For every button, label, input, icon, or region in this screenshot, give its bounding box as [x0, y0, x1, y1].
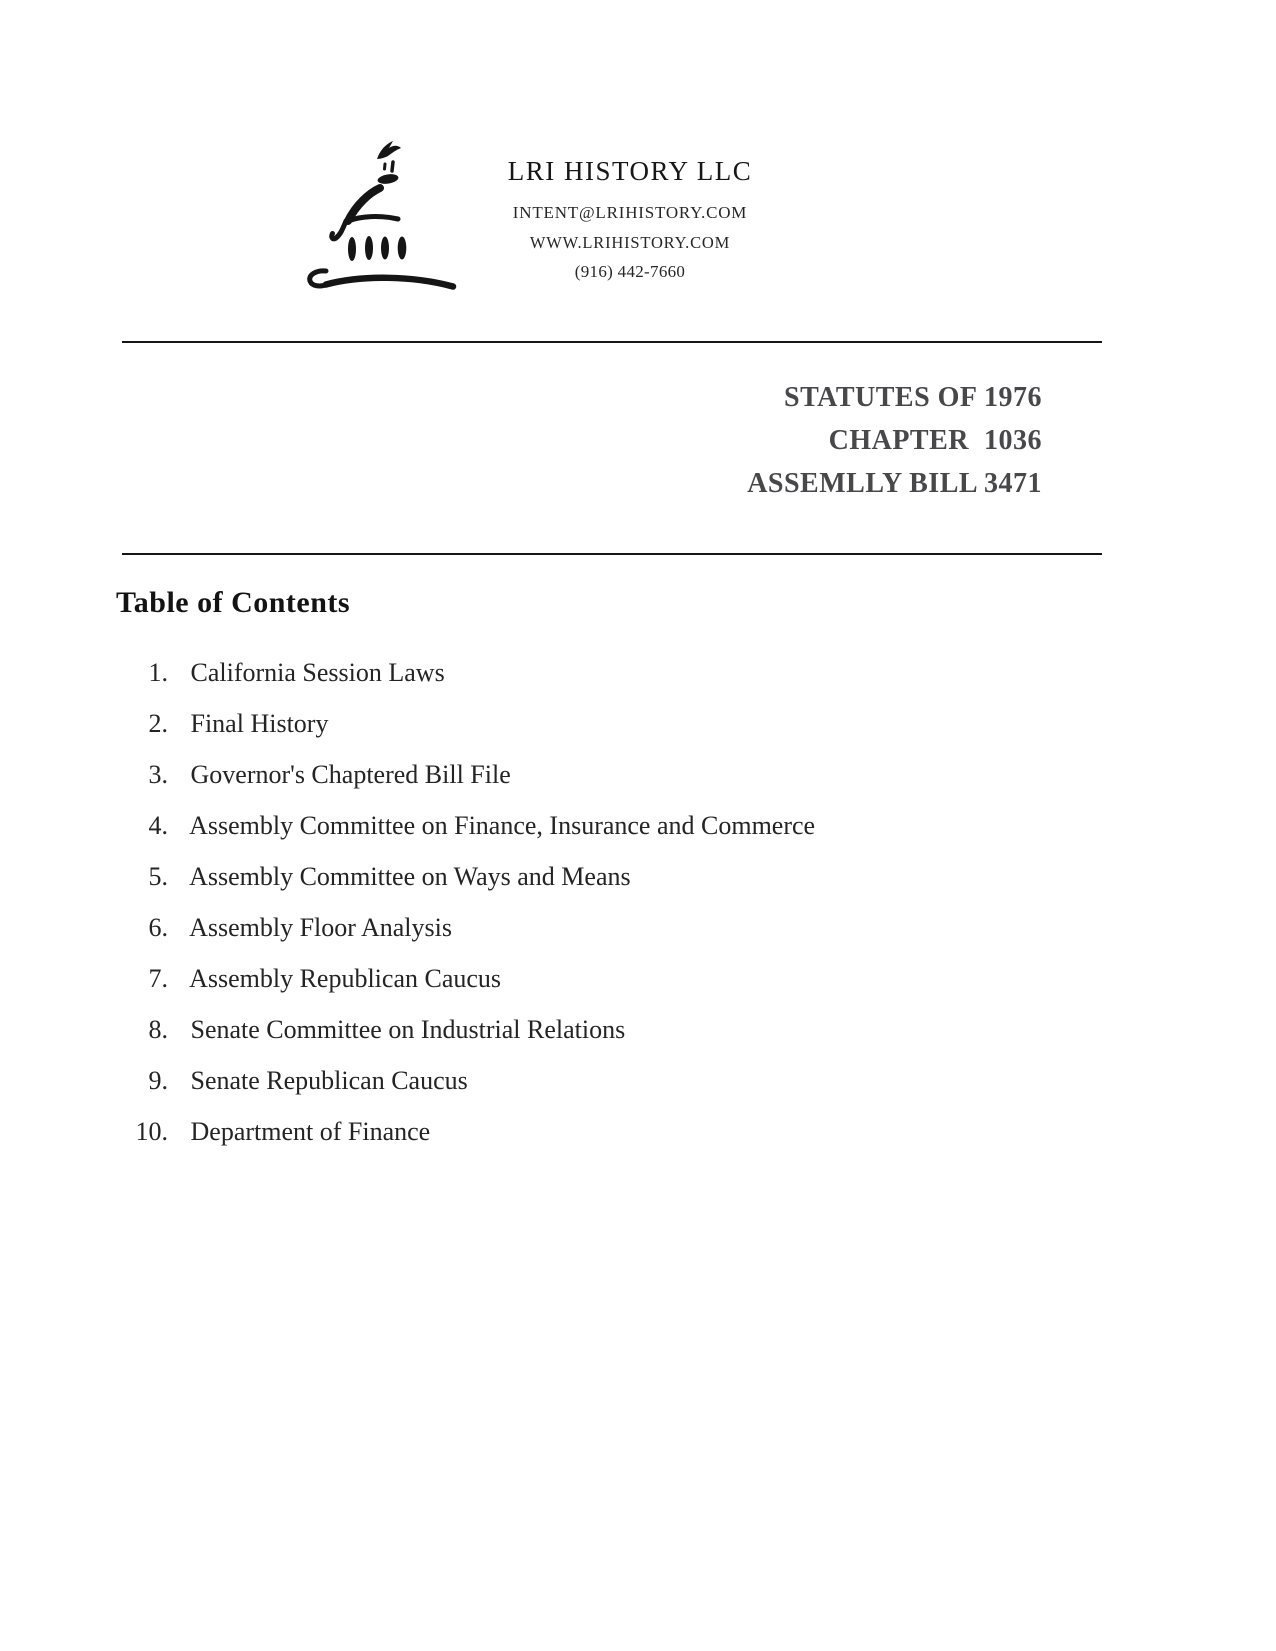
toc-item-label: Assembly Committee on Finance, Insurance and Commerce — [189, 811, 816, 840]
assembly-bill-line: ASSEMLLY BILL 3471 — [747, 468, 1042, 499]
toc-item-number: 10. — [135, 1117, 168, 1146]
toc-item-number: 7. — [148, 964, 168, 993]
toc-item-number: 6. — [148, 913, 168, 942]
toc-item-label: Assembly Floor Analysis — [189, 913, 452, 942]
toc-item-number: 4. — [148, 811, 168, 840]
toc-heading: Table of Contents — [116, 586, 351, 619]
toc-item-number: 8. — [148, 1015, 168, 1044]
toc-item — [100, 1004, 1000, 1055]
chapter-line: CHAPTER 1036 — [828, 425, 1042, 456]
toc-item-label: Senate Republican Caucus — [190, 1066, 468, 1095]
toc-item — [100, 1055, 1000, 1106]
toc-item-label: California Session Laws — [190, 658, 445, 687]
company-website: WWW.LRIHISTORY.COM — [529, 233, 731, 252]
toc-item-label: Assembly Republican Caucus — [189, 964, 502, 993]
toc-item-number: 1. — [148, 658, 168, 687]
horizontal-rule-bottom — [122, 553, 1102, 555]
toc-item — [100, 851, 1000, 902]
toc-item-number: 5. — [148, 862, 168, 891]
toc-item — [100, 800, 1000, 851]
toc-item-label: Department of Finance — [190, 1117, 431, 1146]
toc-item — [100, 902, 1000, 953]
toc-list — [100, 647, 1000, 1157]
toc-item — [100, 749, 1000, 800]
statutes-line: STATUTES OF 1976 — [784, 382, 1042, 413]
toc-item-number: 9. — [148, 1066, 168, 1095]
company-email: INTENT@LRIHISTORY.COM — [512, 203, 748, 222]
statutes-title-block — [560, 376, 1042, 505]
toc-item — [100, 647, 1000, 698]
toc-item — [100, 953, 1000, 1004]
toc-item — [100, 698, 1000, 749]
toc-item-number: 2. — [148, 709, 168, 738]
company-name: LRI HISTORY LLC — [507, 156, 753, 186]
company-phone: (916) 442-7660 — [574, 262, 686, 281]
toc-item-label: Senate Committee on Industrial Relations — [190, 1015, 626, 1044]
toc-item-label: Assembly Committee on Ways and Means — [189, 862, 631, 891]
toc-item — [100, 1106, 1000, 1157]
toc-item-number: 3. — [148, 760, 168, 789]
horizontal-rule-top — [122, 341, 1102, 343]
toc-item-label: Final History — [190, 709, 329, 738]
toc-item-label: Governor's Chaptered Bill File — [190, 760, 511, 789]
